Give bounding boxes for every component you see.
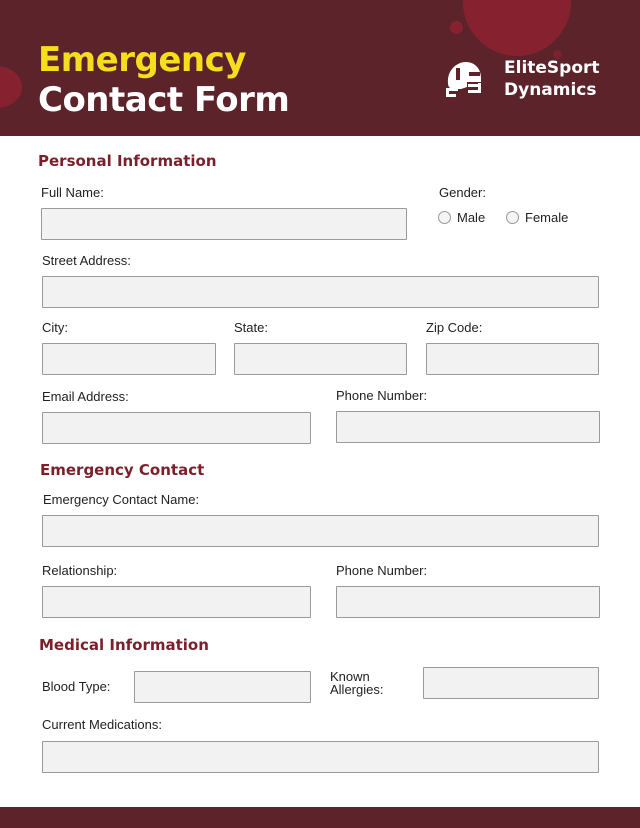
emergency-contact-name-label: Emergency Contact Name:: [43, 492, 200, 507]
relationship-label: Relationship:: [42, 563, 118, 578]
section-heading-emergency: Emergency Contact: [40, 461, 205, 479]
street-address-label: Street Address:: [42, 253, 131, 268]
emergency-phone-number-label: Phone Number:: [336, 563, 428, 578]
decorative-circle: [450, 21, 463, 34]
email-address-label: Email Address:: [42, 389, 129, 404]
phone-number-field[interactable]: [336, 411, 600, 443]
zip-code-label: Zip Code:: [426, 320, 483, 335]
state-label: State:: [234, 320, 268, 335]
gender-male-radio[interactable]: [438, 211, 451, 224]
emergency-contact-name-field[interactable]: [42, 515, 599, 547]
blood-type-field[interactable]: [134, 671, 311, 703]
known-allergies-label-line-1: Known: [330, 669, 370, 684]
decorative-circle: [463, 0, 571, 56]
emergency-phone-number-field[interactable]: [336, 586, 600, 618]
gender-male-label: Male: [457, 210, 486, 225]
header-banner: [0, 0, 640, 136]
full-name-label: Full Name:: [41, 185, 104, 200]
relationship-field[interactable]: [42, 586, 311, 618]
current-medications-field[interactable]: [42, 741, 599, 773]
city-label: City:: [42, 320, 68, 335]
section-heading-medical: Medical Information: [39, 636, 209, 654]
city-field[interactable]: [42, 343, 216, 375]
form-title-line-1: Emergency: [38, 40, 246, 80]
section-heading-personal: Personal Information: [38, 152, 217, 170]
gender-female-label: Female: [525, 210, 569, 225]
footer-bar: [0, 807, 640, 828]
blood-type-label: Blood Type:: [42, 679, 111, 694]
street-address-field[interactable]: [42, 276, 599, 308]
form-title-line-2: Contact Form: [38, 80, 290, 120]
company-name-line-2: Dynamics: [504, 80, 597, 100]
state-field[interactable]: [234, 343, 407, 375]
current-medications-label: Current Medications:: [42, 717, 162, 732]
known-allergies-field[interactable]: [423, 667, 599, 699]
zip-code-field[interactable]: [426, 343, 599, 375]
known-allergies-label-line-2: Allergies:: [330, 682, 384, 697]
football-helmet-icon: [444, 59, 484, 99]
phone-number-label: Phone Number:: [336, 388, 428, 403]
company-name-line-1: EliteSport: [504, 58, 600, 78]
email-address-field[interactable]: [42, 412, 311, 444]
gender-female-radio[interactable]: [506, 211, 519, 224]
full-name-field[interactable]: [41, 208, 407, 240]
gender-label: Gender:: [439, 185, 486, 200]
decorative-circle: [0, 66, 22, 108]
